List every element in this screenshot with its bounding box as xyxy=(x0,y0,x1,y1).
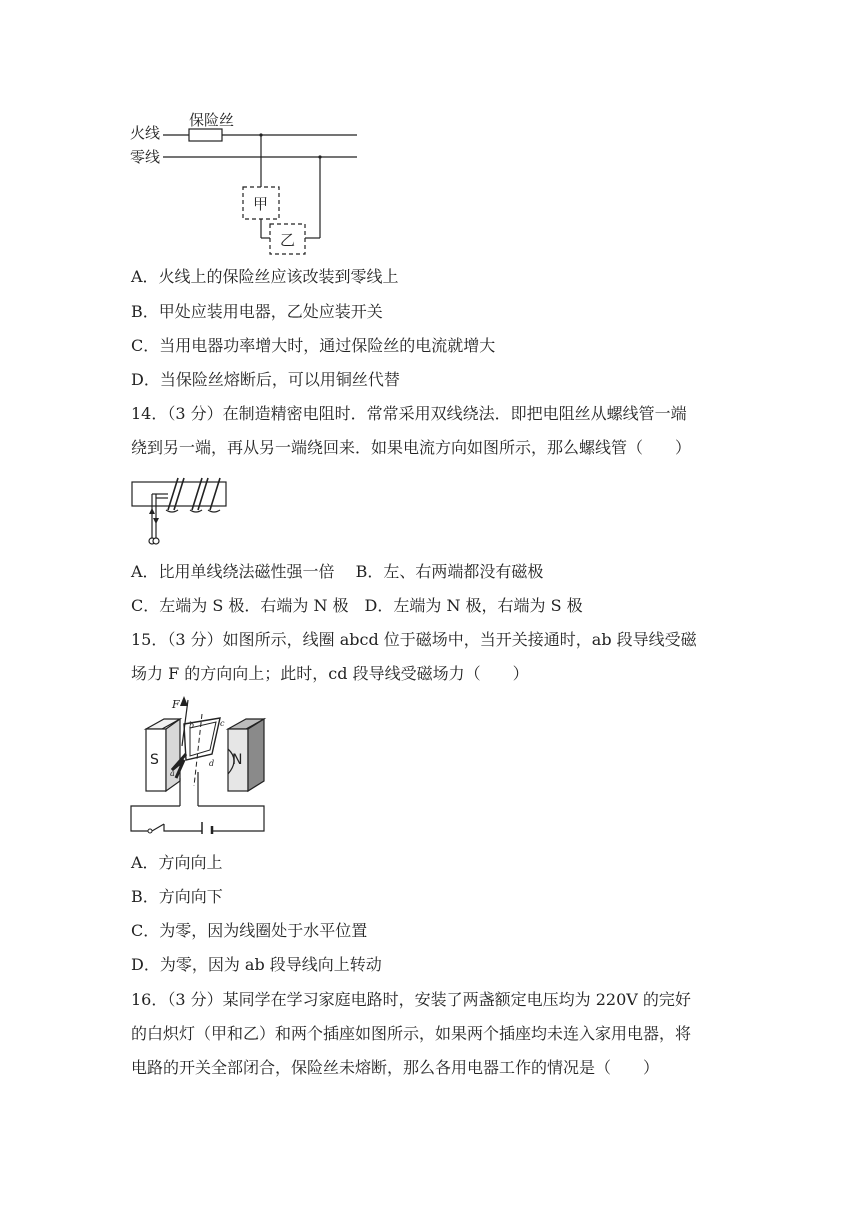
bifilar-solenoid-figure xyxy=(128,474,238,549)
q14-options-row-2: C．左端为 S 极．右端为 N 极 D．左端为 N 极，右端为 S 极 xyxy=(131,596,583,615)
force-label: F xyxy=(172,698,180,711)
circuit-loop xyxy=(131,806,264,831)
q14-stem-line-2: 绕到另一端，再从另一端绕回来．如果电流方向如图所示，那么螺线管（ ） xyxy=(131,438,692,457)
force-arrow-head xyxy=(180,696,188,706)
q15-stem-line-2: 场力 F 的方向向上；此时，cd 段导线受磁场力（ ） xyxy=(131,664,529,683)
fuse xyxy=(189,129,222,141)
current-arrow-up xyxy=(149,508,155,514)
q15-option-d: D．为零，因为 ab 段导线向上转动 xyxy=(131,955,382,974)
current-arrow-down xyxy=(153,518,159,524)
q16-stem-line-3: 电路的开关全部闭合，保险丝未熔断，那么各用电器工作的情况是（ ） xyxy=(131,1058,660,1077)
q13-option-d: D．当保险丝熔断后，可以用铜丝代替 xyxy=(131,370,400,389)
q16-stem-line-1: 16．（3 分）某同学在学习家庭电路时，安装了两盏额定电压均为 220V 的完好 xyxy=(131,990,691,1009)
coil-magnet-figure xyxy=(128,694,268,834)
neutral-wire-label: 零线 xyxy=(130,148,161,166)
box-jia-label: 甲 xyxy=(253,195,269,213)
q14-options-row-1: A．比用单线绕法磁性强一倍 B．左、右两端都没有磁极 xyxy=(131,562,544,581)
q13-option-c: C．当用电器功率增大时，通过保险丝的电流就增大 xyxy=(131,336,496,355)
live-wire-label: 火线 xyxy=(130,124,161,142)
pole-n-label: N xyxy=(232,752,243,768)
q15-option-a: A．方向向上 xyxy=(131,853,223,872)
q15-option-c: C．为零，因为线圈处于水平位置 xyxy=(131,921,368,940)
pole-s-label: S xyxy=(150,752,159,768)
switch-lever xyxy=(152,824,164,831)
label-b: b xyxy=(189,721,195,730)
label-a: a xyxy=(170,769,175,778)
q16-stem-line-2: 的白炽灯（甲和乙）和两个插座如图所示，如果两个插座均未连入家用电器，将 xyxy=(131,1024,692,1043)
q13-option-b: B．甲处应装用电器，乙处应装开关 xyxy=(131,302,383,321)
q14-stem-line-1: 14．（3 分）在制造精密电阻时．常常采用双线绕法．即把电阻丝从螺线管一端 xyxy=(131,404,687,423)
q15-option-b: B．方向向下 xyxy=(131,887,223,906)
q13-option-a: A．火线上的保险丝应该改装到零线上 xyxy=(131,267,399,286)
label-c: c xyxy=(220,719,225,728)
fuse-label: 保险丝 xyxy=(189,111,235,129)
label-d: d xyxy=(209,759,215,768)
household-circuit-figure xyxy=(125,100,365,260)
box-yi-label: 乙 xyxy=(280,231,296,249)
q15-stem-line-1: 15．（3 分）如图所示，线圈 abcd 位于磁场中，当开关接通时，ab 段导线受磁 xyxy=(131,630,697,649)
